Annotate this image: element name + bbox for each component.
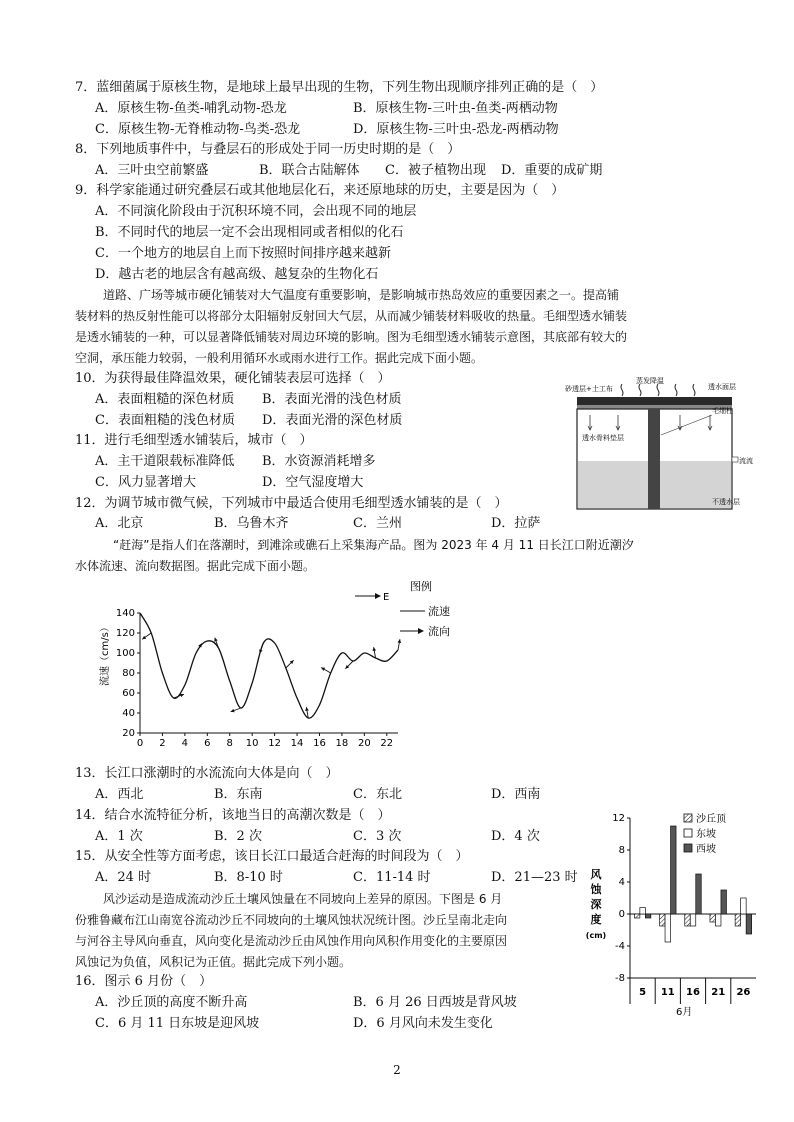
wind-bar bbox=[634, 914, 640, 918]
q10-option-a: A．表面粗糙的深色材质 bbox=[95, 392, 235, 407]
x-tick-label: 4 bbox=[181, 738, 189, 749]
q15-option-b: B．8-10 时 bbox=[214, 870, 283, 885]
legend-swatch-top bbox=[684, 814, 692, 822]
q8-option-b: B．联合古陆解体 bbox=[259, 163, 360, 178]
q12-option-a: A．北京 bbox=[95, 516, 144, 531]
wind-category-label: 5 bbox=[639, 987, 647, 998]
q12-option-c: C．兰州 bbox=[353, 516, 402, 531]
tide-legend bbox=[355, 579, 450, 638]
legend-swatch-east bbox=[684, 829, 692, 837]
flow-direction-arrow bbox=[321, 668, 331, 674]
legend-item-west: 西坡 bbox=[696, 844, 716, 855]
wind-bar bbox=[665, 914, 671, 942]
wind-bar bbox=[645, 914, 651, 918]
y-tick-label: 40 bbox=[122, 708, 135, 719]
y-tick-label: 80 bbox=[122, 668, 135, 679]
x-tick-label: 10 bbox=[245, 738, 259, 749]
q14-option-b: B．2 次 bbox=[214, 829, 262, 844]
x-tick-label: 0 bbox=[136, 738, 144, 749]
q10-option-c: C．表面粗糙的浅色材质 bbox=[95, 413, 235, 428]
wind-y-label-char: (cm) bbox=[585, 931, 607, 940]
paving-label-top-left: 砂透层+土工布 bbox=[565, 385, 613, 393]
wind-bar bbox=[660, 914, 666, 926]
q9-option-c: C．一个地方的地层自上而下按照时间排序越来越新 bbox=[95, 246, 391, 261]
flow-direction-arrow bbox=[286, 660, 294, 668]
q11-option-b: B．水资源消耗增多 bbox=[262, 454, 376, 469]
wind-y-tick-label: 12 bbox=[612, 813, 625, 824]
y-tick-label: 120 bbox=[115, 628, 135, 639]
q11-option-c: C．风力显著增大 bbox=[95, 475, 196, 490]
wind-bar bbox=[671, 826, 677, 914]
wind-bar bbox=[640, 908, 646, 914]
paving-diagram bbox=[560, 373, 753, 515]
q13-option-d: D．西南 bbox=[491, 787, 541, 802]
paving-label-pillar: 毛细柱 bbox=[712, 407, 733, 415]
wind-category-label: 11 bbox=[660, 987, 675, 998]
wind-bar bbox=[735, 914, 741, 926]
wind-y-tick-label: 4 bbox=[618, 877, 625, 888]
q11-option-a: A．主干道限载标准降低 bbox=[95, 454, 235, 469]
flow-direction-arrow bbox=[142, 633, 151, 639]
q16-option-a: A．沙丘顶的高度不断升高 bbox=[95, 995, 248, 1010]
passage2-line: 水体流速、流向数据图。据此完成下面小题。 bbox=[75, 559, 316, 573]
legend-swatch-west bbox=[684, 844, 692, 852]
q9-option-d: D．越古老的地层含有越高级、越复杂的生物化石 bbox=[95, 267, 379, 282]
flow-direction-arrow bbox=[196, 643, 202, 653]
wind-bar bbox=[685, 914, 691, 926]
y-tick-label: 60 bbox=[122, 688, 135, 699]
x-tick-label: 20 bbox=[357, 738, 371, 749]
q8-stem: 8．下列地质事件中，与叠层石的形成处于同一历史时期的是（ ） bbox=[75, 142, 461, 157]
evaporation-arrows-icon bbox=[621, 384, 695, 396]
wind-erosion-chart bbox=[584, 808, 774, 1018]
x-tick-label: 12 bbox=[268, 738, 281, 749]
flow-speed-line bbox=[140, 613, 398, 718]
q13-stem: 13．长江口涨潮时的水流流向大体是向（ ） bbox=[75, 766, 339, 781]
q10-stem: 10．为获得最佳降温效果，硬化铺装表层可选择（ ） bbox=[75, 371, 391, 386]
wind-bar bbox=[721, 890, 727, 914]
passage1-line: 道路、广场等城市硬化铺装对大气温度有重要影响，是影响城市热岛效应的重要因素之一。提高铺 bbox=[103, 288, 620, 302]
q13-option-a: A．西北 bbox=[95, 787, 144, 802]
q11-stem: 11．进行毛细型透水铺装后，城市（ ） bbox=[75, 433, 313, 448]
q14-option-a: A．1 次 bbox=[95, 829, 143, 844]
y-tick-label: 100 bbox=[115, 648, 135, 659]
wind-bar bbox=[696, 874, 702, 914]
q12-option-b: B．乌鲁木齐 bbox=[214, 516, 289, 531]
q8-option-d: D．重要的成矿期 bbox=[501, 163, 603, 178]
wind-y-tick-label: -4 bbox=[615, 941, 625, 952]
wind-bar bbox=[746, 914, 752, 934]
q7-option-b: B．原核生物-三叶虫-鱼类-两栖动物 bbox=[353, 101, 558, 116]
q16-option-d: D．6 月风向未发生变化 bbox=[353, 1016, 493, 1031]
paving-label-evaporation: 蒸发降温 bbox=[636, 377, 664, 385]
wind-category-label: 21 bbox=[711, 987, 726, 998]
wind-y-label-char: 蚀 bbox=[590, 883, 602, 896]
flow-direction-arrow bbox=[345, 661, 353, 669]
flow-direction-arrow bbox=[398, 639, 402, 650]
q8-option-a: A．三叶虫空前繁盛 bbox=[95, 163, 209, 178]
passage1-line: 装材料的热反射性能可以将部分太阳辐射反射回大气层，从而减少铺装材料吸收的热量。毛细型透水铺装 bbox=[75, 309, 628, 323]
q12-option-d: D．拉萨 bbox=[491, 516, 541, 531]
q14-option-c: C．3 次 bbox=[353, 829, 402, 844]
q15-option-c: C．11-14 时 bbox=[353, 870, 431, 885]
q16-option-c: C．6 月 11 日东坡是迎风坡 bbox=[95, 1016, 260, 1031]
wind-bar bbox=[715, 914, 721, 926]
q15-option-d: D．21—23 时 bbox=[491, 870, 578, 885]
q8-option-c: C．被子植物出现 bbox=[385, 163, 486, 178]
legend-north-label: E bbox=[383, 592, 390, 603]
wind-y-tick-label: 8 bbox=[618, 845, 625, 856]
legend-item-speed: 流速 bbox=[428, 605, 450, 618]
q15-stem: 15．从安全性等方面考虑，该日长江口最适合赶海的时间段为（ ） bbox=[75, 849, 469, 864]
q16-stem: 16．图示 6 月份（ ） bbox=[75, 974, 213, 989]
capillary-pillar bbox=[648, 409, 660, 509]
wind-y-label-char: 深 bbox=[590, 898, 602, 911]
x-tick-label: 16 bbox=[313, 738, 326, 749]
q10-option-d: D．表面光滑的深色材质 bbox=[262, 413, 403, 428]
wind-category-label: 16 bbox=[686, 987, 700, 998]
q11-option-d: D．空气湿度增大 bbox=[262, 475, 364, 490]
q14-option-d: D．4 次 bbox=[491, 829, 540, 844]
inflow-pipe-icon bbox=[732, 457, 738, 462]
wind-x-axis-label: 6月 bbox=[676, 1007, 693, 1018]
geotextile-layer bbox=[577, 405, 732, 409]
q16-option-b: B．6 月 26 日西坡是背风坡 bbox=[353, 995, 517, 1010]
x-tick-label: 6 bbox=[204, 738, 211, 749]
paving-label-fill: 透水骨料垫层 bbox=[582, 434, 624, 442]
passage1-line: 是透水铺装的一种，可以显著降低铺装对周边环境的影响。图为毛细型透水铺装示意图，其底部有较大的 bbox=[75, 330, 628, 344]
x-tick-label: 2 bbox=[159, 738, 166, 749]
wind-y-axis-label bbox=[586, 867, 606, 940]
passage3-line: 风蚀记为负值，风积记为正值。据此完成下列小题。 bbox=[75, 955, 352, 969]
wind-bar bbox=[741, 898, 747, 914]
wind-y-tick-label: 0 bbox=[618, 909, 625, 920]
q7-option-c: C．原核生物-无脊椎动物-鸟类-恐龙 bbox=[95, 122, 301, 137]
q9-stem: 9．科学家能通过研究叠层石或其他地层化石，来还原地球的历史，主要是因为（ ） bbox=[75, 183, 565, 198]
page-number: 2 bbox=[393, 1063, 401, 1077]
wind-y-label-char: 风 bbox=[590, 868, 602, 881]
passage3-line: 与河谷主导风向垂直，风向变化是流动沙丘由风蚀作用向风积作用变化的主要原因 bbox=[75, 934, 508, 948]
wind-bar bbox=[690, 914, 696, 926]
x-tick-label: 8 bbox=[226, 738, 233, 749]
flow-direction-arrow bbox=[231, 708, 241, 712]
q13-option-c: C．东北 bbox=[353, 787, 402, 802]
q7-option-d: D．原核生物-三叶虫-恐龙-两栖动物 bbox=[353, 122, 559, 137]
paving-label-inflow: 流流 bbox=[739, 457, 753, 465]
q12-stem: 12．为调节城市微气候，下列城市中最适合使用毛细型透水铺装的是（ ） bbox=[75, 496, 508, 511]
wind-y-label-char: 度 bbox=[590, 913, 602, 926]
legend-item-top: 沙丘顶 bbox=[696, 814, 726, 825]
y-tick-label: 140 bbox=[115, 608, 135, 619]
x-tick-label: 18 bbox=[335, 738, 349, 749]
legend-title: 图例 bbox=[410, 580, 432, 593]
wind-legend bbox=[684, 812, 727, 855]
q9-option-b: B．不同时代的地层一定不会出现相同或者相似的化石 bbox=[95, 225, 404, 240]
q15-option-a: A．24 时 bbox=[95, 870, 152, 885]
q14-stem: 14．结合水流特征分析，该地当日的高潮次数是（ ） bbox=[75, 808, 391, 823]
paving-label-top-right: 透水面层 bbox=[708, 383, 736, 391]
passage2-line: “赶海”是指人们在落潮时，到滩涂或礁石上采集海产品。图为 2023 年 4 月 11 日长江口附近潮汐 bbox=[113, 538, 634, 552]
q10-option-b: B．表面光滑的浅色材质 bbox=[262, 392, 402, 407]
q7-stem: 7．蓝细菌属于原核生物，是地球上最早出现的生物，下列生物出现顺序排列正确的是（ ） bbox=[75, 80, 604, 95]
x-tick-label: 14 bbox=[290, 738, 304, 749]
permeable-surface-layer bbox=[577, 397, 732, 405]
passage3-line: 风沙运动是造成流动沙丘土壤风蚀量在不同坡向上差异的原因。下图是 6 月 bbox=[103, 892, 503, 906]
q7-option-a: A．原核生物-鱼类-哺乳动物-恐龙 bbox=[95, 101, 287, 116]
legend-item-direction: 流向 bbox=[428, 625, 450, 638]
q9-option-a: A．不同演化阶段由于沉积环境不同，会出现不同的地层 bbox=[95, 204, 417, 219]
flow-direction-arrow bbox=[174, 694, 184, 698]
q13-option-b: B．东南 bbox=[214, 787, 263, 802]
flow-direction-arrow bbox=[259, 643, 263, 653]
y-axis-label: 流速（cm/s） bbox=[100, 622, 111, 686]
wind-bar bbox=[710, 914, 716, 922]
wind-y-tick-label: -8 bbox=[615, 973, 625, 984]
passage3-line: 份雅鲁藏布江山南宽谷流动沙丘不同坡向的土壤风蚀状况统计图。沙丘呈南北走向 bbox=[75, 913, 508, 927]
paving-label-bottom: 不透水层 bbox=[712, 498, 740, 506]
wind-category-label: 26 bbox=[736, 987, 751, 998]
x-tick-label: 22 bbox=[380, 738, 394, 749]
y-tick-label: 20 bbox=[122, 728, 135, 739]
tidal-flow-chart bbox=[95, 578, 475, 750]
legend-item-east: 东坡 bbox=[696, 829, 716, 840]
passage1-line: 空洞，承压能力较弱，一般利用循环水或雨水进行工作。据此完成下面小题。 bbox=[75, 351, 484, 365]
